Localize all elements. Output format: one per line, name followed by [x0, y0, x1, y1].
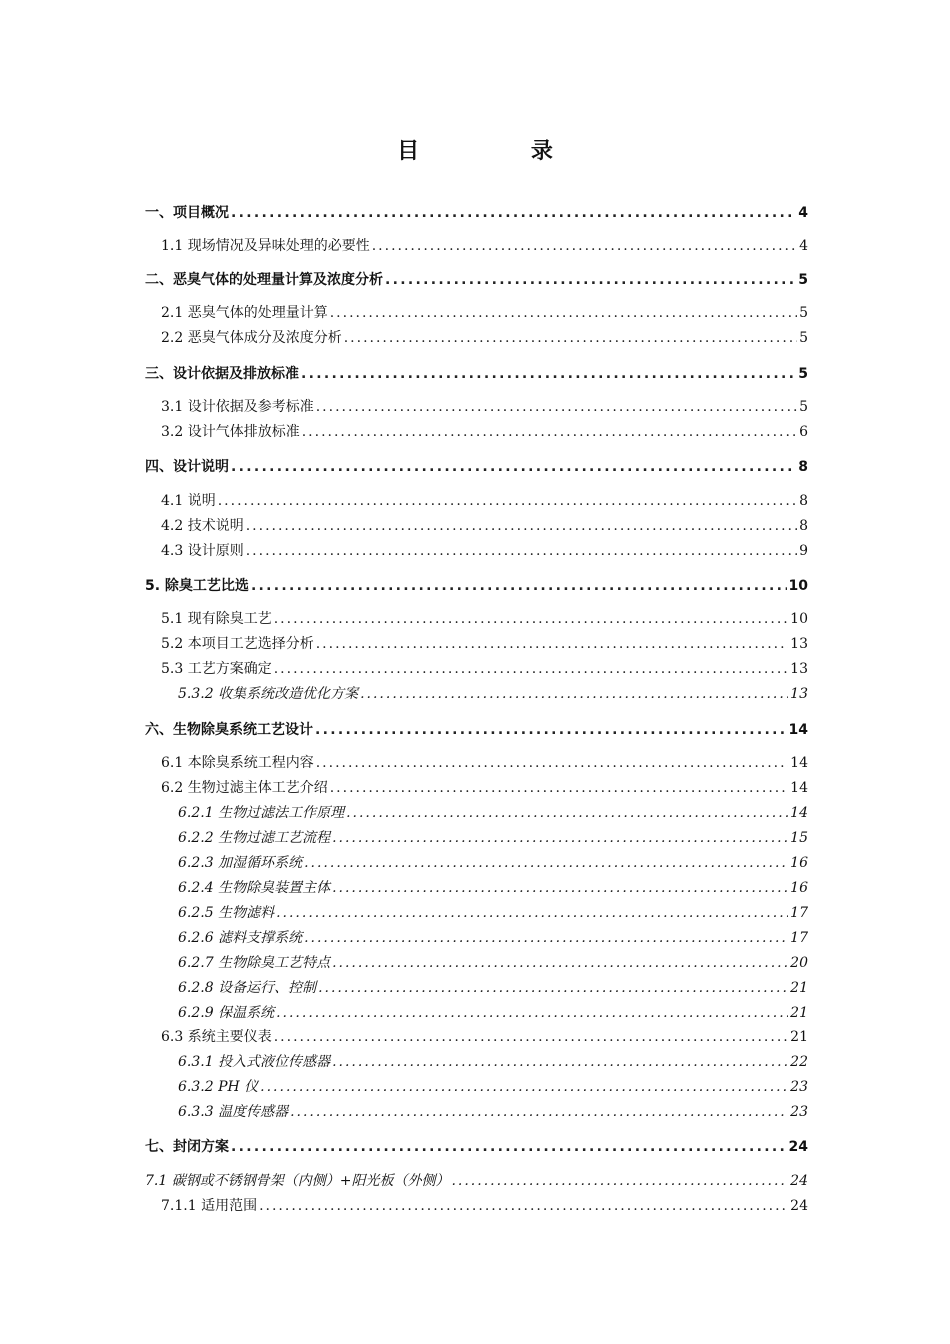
toc-entry[interactable]	[161, 397, 808, 417]
toc-entry-title: 6.2.7 生物除臭工艺特点	[178, 955, 331, 971]
toc-entry-page: 5	[798, 366, 808, 382]
toc-dot-leader	[260, 1077, 788, 1097]
toc-entry-page: 13	[790, 661, 808, 677]
toc-entry-title: 一、项目概况	[145, 205, 229, 221]
toc-entry-page: 17	[790, 905, 808, 921]
toc-entry-page: 8	[798, 459, 808, 475]
toc-entry[interactable]	[161, 1027, 808, 1047]
toc-entry-page: 6	[799, 424, 808, 440]
toc-entry-page: 9	[799, 543, 808, 559]
toc-entry[interactable]	[145, 203, 808, 223]
toc-dot-leader	[304, 928, 788, 948]
toc-entry[interactable]	[161, 753, 808, 773]
toc-dot-leader	[330, 303, 797, 323]
toc-dot-leader	[332, 953, 788, 973]
toc-entry[interactable]	[178, 1077, 808, 1097]
toc-entry-page: 14	[788, 722, 808, 738]
toc-dot-leader	[315, 720, 787, 740]
toc-entry[interactable]	[161, 659, 808, 679]
toc-entry-page: 5	[799, 330, 808, 346]
toc-entry[interactable]	[145, 1171, 808, 1191]
toc-entry[interactable]	[145, 364, 808, 384]
toc-entry-title: 三、设计依据及排放标准	[145, 366, 299, 382]
toc-dot-leader	[251, 576, 787, 596]
toc-entry[interactable]	[145, 457, 808, 477]
toc-entry-page: 16	[790, 855, 808, 871]
toc-entry-page: 24	[790, 1173, 808, 1189]
toc-entry-page: 24	[788, 1139, 808, 1155]
toc-entry-title: 6.3.1 投入式液位传感器	[178, 1054, 331, 1070]
toc-entry[interactable]	[145, 720, 808, 740]
toc-entry-title: 4.3 设计原则	[161, 543, 244, 559]
toc-entry-title: 7.1.1 适用范围	[161, 1198, 258, 1214]
toc-dot-leader	[218, 491, 797, 511]
toc-entry-title: 7.1 碳钢或不锈钢骨架（内侧）+阳光板（外侧）	[145, 1173, 450, 1189]
toc-dot-leader	[246, 516, 797, 536]
toc-entry-page: 10	[790, 611, 808, 627]
toc-entry[interactable]	[161, 634, 808, 654]
toc-entry-title: 6.2 生物过滤主体工艺介绍	[161, 780, 328, 796]
toc-entry-title: 6.2.9 保温系统	[178, 1005, 275, 1021]
toc-dot-leader	[346, 803, 788, 823]
toc-entry-title: 3.2 设计气体排放标准	[161, 424, 300, 440]
toc-entry[interactable]	[161, 1196, 808, 1216]
toc-entry-title: 6.2.2 生物过滤工艺流程	[178, 830, 331, 846]
toc-entry-page: 23	[790, 1079, 808, 1095]
toc-entry-title: 六、生物除臭系统工艺设计	[145, 722, 313, 738]
toc-dot-leader	[302, 422, 797, 442]
toc-dot-leader	[344, 328, 797, 348]
toc-dot-leader	[274, 1027, 788, 1047]
toc-entry-title: 6.1 本除臭系统工程内容	[161, 755, 314, 771]
toc-entry-page: 10	[788, 578, 808, 594]
toc-entry-title: 四、设计说明	[145, 459, 229, 475]
toc-entry-page: 21	[790, 980, 808, 996]
toc-entry-title: 3.1 设计依据及参考标准	[161, 399, 314, 415]
toc-entry-title: 5.3 工艺方案确定	[161, 661, 272, 677]
toc-entry-page: 5	[799, 305, 808, 321]
toc-entry-title: 2.1 恶臭气体的处理量计算	[161, 305, 328, 321]
toc-entry-title: 七、封闭方案	[145, 1139, 229, 1155]
toc-entry-page: 20	[790, 955, 808, 971]
toc-entry-title: 4.2 技术说明	[161, 518, 244, 534]
toc-dot-leader	[360, 684, 788, 704]
toc-dot-leader	[274, 609, 788, 629]
toc-entry[interactable]	[178, 853, 808, 873]
toc-dot-leader	[246, 541, 797, 561]
toc-entry[interactable]	[178, 903, 808, 923]
toc-entry-page: 13	[790, 686, 808, 702]
toc-dot-leader	[451, 1171, 788, 1191]
toc-entry[interactable]	[178, 828, 808, 848]
toc-entry-page: 17	[790, 930, 808, 946]
toc-dot-leader	[274, 659, 788, 679]
toc-entry[interactable]	[161, 422, 808, 442]
toc-entry[interactable]	[178, 978, 808, 998]
toc-entry[interactable]	[161, 609, 808, 629]
toc-entry-page: 21	[790, 1005, 808, 1021]
toc-dot-leader	[276, 903, 788, 923]
toc-entry-title: 6.3.3 温度传感器	[178, 1104, 289, 1120]
toc-dot-leader	[330, 778, 788, 798]
toc-entry-page: 13	[790, 636, 808, 652]
toc-entry-title: 5. 除臭工艺比选	[145, 578, 249, 594]
toc-entry-title: 6.2.3 加湿循环系统	[178, 855, 303, 871]
toc-dot-leader	[318, 978, 788, 998]
toc-dot-leader	[316, 753, 788, 773]
toc-entry[interactable]	[161, 491, 808, 511]
toc-entry-title: 二、恶臭气体的处理量计算及浓度分析	[145, 272, 383, 288]
toc-entry-title: 6.2.5 生物滤料	[178, 905, 275, 921]
toc-entry[interactable]	[161, 541, 808, 561]
toc-entry-page: 21	[790, 1029, 808, 1045]
toc-dot-leader	[290, 1102, 788, 1122]
toc-entry[interactable]	[178, 803, 808, 823]
toc-entry-page: 14	[790, 805, 808, 821]
toc-dot-leader	[316, 634, 788, 654]
toc-dot-leader	[332, 1052, 788, 1072]
toc-dot-leader	[276, 1003, 788, 1023]
toc-entry-page: 5	[798, 272, 808, 288]
toc-dot-leader	[301, 364, 796, 384]
toc-entry-title: 6.2.4 生物除臭装置主体	[178, 880, 331, 896]
toc-entry-page: 8	[799, 518, 808, 534]
toc-entry-page: 5	[799, 399, 808, 415]
toc-entry-title: 1.1 现场情况及异味处理的必要性	[161, 238, 370, 254]
toc-entry-page: 22	[790, 1054, 808, 1070]
toc-entry-page: 8	[799, 493, 808, 509]
toc-entry-page: 4	[799, 238, 808, 254]
toc-entry-title: 6.3 系统主要仪表	[161, 1029, 272, 1045]
toc-entry-title: 5.1 现有除臭工艺	[161, 611, 272, 627]
toc-entry[interactable]	[178, 878, 808, 898]
toc-dot-leader	[332, 828, 788, 848]
toc-entry-title: 5.2 本项目工艺选择分析	[161, 636, 314, 652]
toc-entry[interactable]	[161, 516, 808, 536]
toc-entry-page: 16	[790, 880, 808, 896]
toc-entry[interactable]	[145, 270, 808, 290]
toc-dot-leader	[316, 397, 797, 417]
toc-entry-title: 6.2.6 滤料支撑系统	[178, 930, 303, 946]
toc-entry-title: 6.3.2 PH 仪	[178, 1079, 259, 1095]
toc-entry[interactable]	[178, 1003, 808, 1023]
toc-dot-leader	[231, 457, 796, 477]
toc-dot-leader	[372, 236, 797, 256]
toc-entry-page: 4	[798, 205, 808, 221]
toc-entry[interactable]	[145, 1137, 808, 1157]
toc-entry-page: 14	[790, 755, 808, 771]
toc-dot-leader	[259, 1196, 788, 1216]
page-title: 目 录	[397, 139, 605, 164]
toc-entry[interactable]	[178, 1052, 808, 1072]
toc-entry-page: 24	[790, 1198, 808, 1214]
toc-entry[interactable]	[178, 953, 808, 973]
toc-entry-title: 6.2.1 生物过滤法工作原理	[178, 805, 345, 821]
toc-dot-leader	[304, 853, 788, 873]
toc-entry[interactable]	[161, 328, 808, 348]
toc-entry-page: 15	[790, 830, 808, 846]
toc-entry[interactable]	[178, 928, 808, 948]
toc-entry-title: 5.3.2 收集系统改造优化方案	[178, 686, 359, 702]
toc-entry-title: 4.1 说明	[161, 493, 216, 509]
toc-entry-title: 6.2.8 设备运行、控制	[178, 980, 317, 996]
toc-entry[interactable]	[161, 778, 808, 798]
toc-entry-page: 14	[790, 780, 808, 796]
toc-dot-leader	[231, 1137, 787, 1157]
toc-dot-leader	[385, 270, 796, 290]
toc-entry[interactable]	[161, 236, 808, 256]
toc-dot-leader	[332, 878, 788, 898]
toc-entry-title: 2.2 恶臭气体成分及浓度分析	[161, 330, 342, 346]
toc-dot-leader	[231, 203, 796, 223]
toc-entry[interactable]	[178, 1102, 808, 1122]
toc-entry[interactable]	[178, 684, 808, 704]
toc-entry[interactable]	[145, 576, 808, 596]
toc-entry-page: 23	[790, 1104, 808, 1120]
toc-entry[interactable]	[161, 303, 808, 323]
